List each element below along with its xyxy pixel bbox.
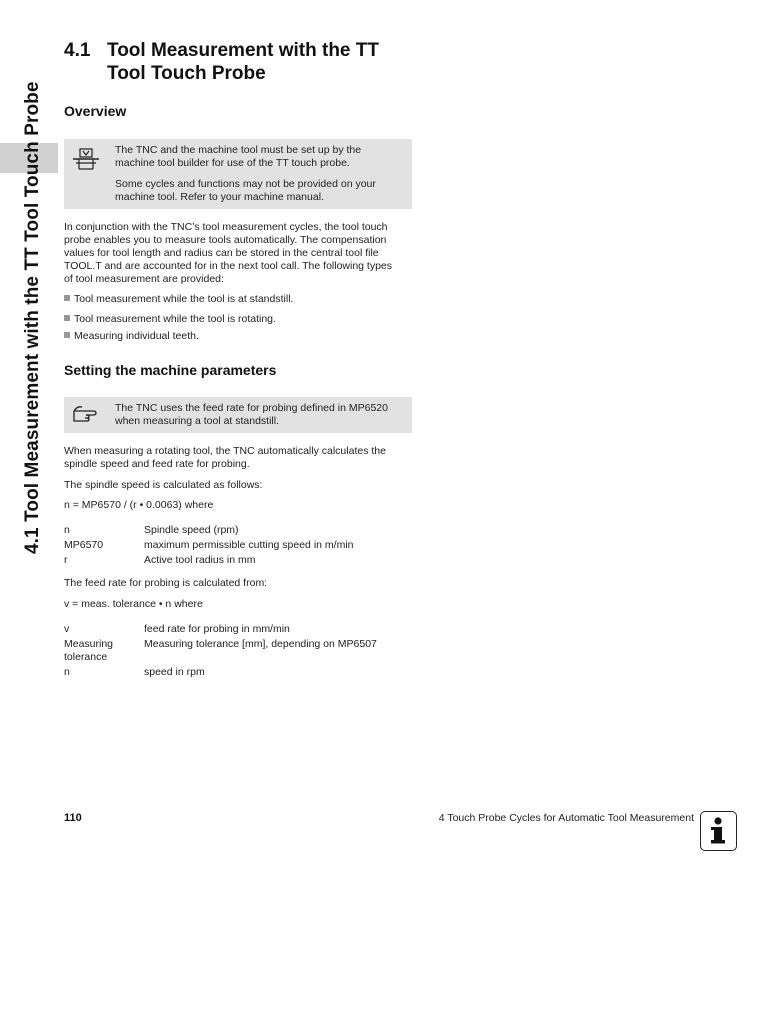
info-icon	[700, 811, 737, 851]
bullet-square-icon	[64, 315, 70, 321]
machine-note-box	[64, 139, 412, 209]
definition-row: n speed in rpm	[64, 666, 205, 678]
spindle-definitions	[64, 524, 354, 569]
page-title	[64, 39, 424, 85]
side-chapter-title: 4.1 Tool Measurement with the TT Tool Touch Probe	[22, 81, 43, 554]
overview-heading: Overview	[64, 103, 127, 119]
machine-manual-icon	[71, 147, 101, 177]
note-text-feed-rate: The TNC uses the feed rate for probing defined in MP6520 when measuring a tool at standstill.	[115, 402, 388, 427]
bullet-square-icon	[64, 295, 70, 301]
feed-rate-intro: The feed rate for probing is calculated from:	[64, 577, 268, 589]
title-line-2: Tool Touch Probe	[107, 63, 266, 84]
title-line-1: Tool Measurement with the TT	[107, 40, 379, 61]
page-number: 110	[64, 812, 82, 824]
definition-row: n Spindle speed (rpm)	[64, 524, 239, 536]
overview-paragraph: In conjunction with the TNC’s tool measurement cycles, the tool touch probe enables you to measure tools automatically. The compensation values for tool length and radius can be stored in the central tool file TOOL.T and are accounted for in the next tool call. The following types of tool measurement are provided:	[64, 221, 393, 285]
list-item: Tool measurement while the tool is at standstill.	[64, 293, 293, 305]
rotating-tool-paragraph: When measuring a rotating tool, the TNC automatically calculates the spindle speed and feed rate for probing.	[64, 445, 386, 470]
spindle-speed-intro: The spindle speed is calculated as follows:	[64, 479, 263, 491]
definition-row: v feed rate for probing in mm/min	[64, 623, 290, 635]
section-number: 4.1	[64, 40, 91, 61]
note-text-cycles: Some cycles and functions may not be provided on your machine tool. Refer to your machine manual.	[115, 178, 376, 203]
list-item: Tool measurement while the tool is rotating.	[64, 313, 276, 325]
definition-row: Measuring tolerance Measuring tolerance [mm], depending on MP6507	[64, 638, 377, 663]
list-item: Measuring individual teeth.	[64, 330, 199, 342]
definition-row: MP6570 maximum permissible cutting speed in m/min	[64, 539, 354, 551]
footer-chapter-title: 4 Touch Probe Cycles for Automatic Tool Measurement	[438, 812, 694, 824]
pointing-hand-icon	[71, 403, 101, 429]
machine-params-heading: Setting the machine parameters	[64, 362, 277, 378]
feed-rate-formula: v = meas. tolerance • n where	[64, 598, 203, 610]
spindle-speed-formula: n = MP6570 / (r • 0.0063) where	[64, 499, 214, 511]
section-title	[107, 39, 379, 85]
definition-row: r Active tool radius in mm	[64, 554, 256, 566]
bullet-square-icon	[64, 332, 70, 338]
feed-rate-definitions	[64, 623, 377, 681]
feed-rate-note-box	[64, 397, 412, 433]
note-text-setup: The TNC and the machine tool must be set up by the machine tool builder for use of the TT touch probe.	[115, 144, 362, 169]
